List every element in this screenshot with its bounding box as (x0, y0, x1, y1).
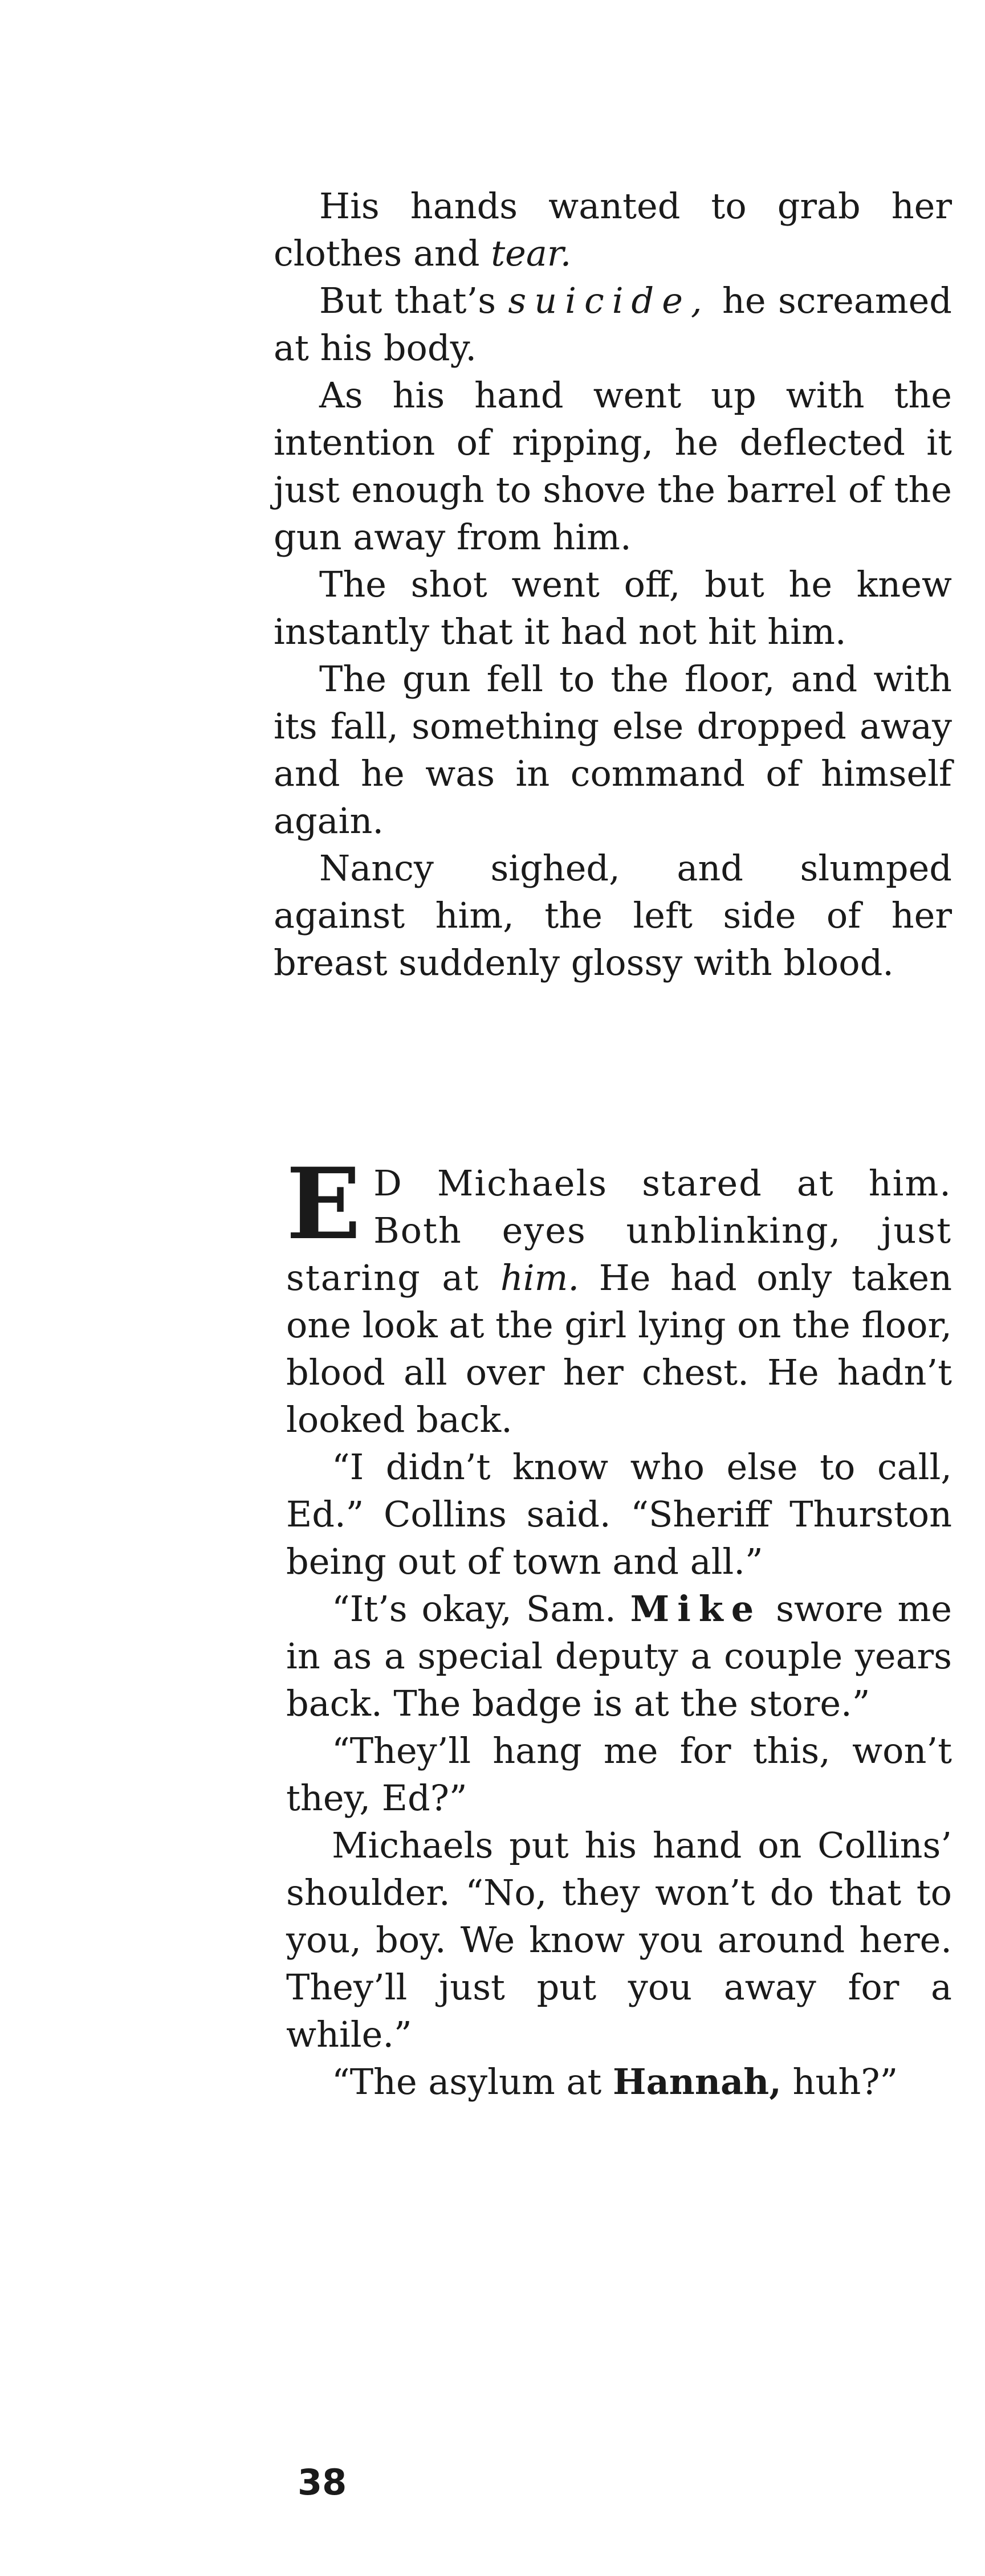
text-column-bottom (286, 1146, 952, 2105)
paragraph: The shot went off, but he knew instantly that it had not hit him. (274, 564, 952, 652)
paragraph: But that’s suicide, he screamed at his body. (274, 280, 952, 369)
drop-cap: E (286, 1146, 361, 1262)
paragraph: “I didn’t know who else to call, Ed.” Collins said. “Sheriff Thurston being out of town and all.” (286, 1446, 952, 1582)
paragraph: The gun fell to the floor, and with its fall, something else dropped away and he was in command of himself again. (274, 658, 952, 842)
text-column-top (274, 182, 952, 986)
paragraph: “It’s okay, Sam. Mike swore me in as a special deputy a couple years back. The badge is at the store.” (286, 1588, 952, 1724)
page-number: 38 (298, 2461, 347, 2503)
paragraph: Michaels put his hand on Collins’ shoulder. “No, they won’t do that to you, boy. We know you around here. They’ll just put you away for a while.” (286, 1824, 952, 2055)
paragraph: “They’ll hang me for this, won’t they, Ed?” (286, 1730, 952, 1819)
paragraph: Nancy sighed, and slumped against him, the left side of her breast suddenly glossy with blood. (274, 847, 952, 983)
paragraph: “The asylum at Hannah, huh?” (332, 2061, 898, 2103)
paragraph: His hands wanted to grab her clothes and tear. (274, 185, 952, 274)
paragraph-dropcap: E D Michaels stared at him. Both eyes unblinking, just staring at him. He had only taken one look at the girl lying on the floor, blood all over her chest. He hadn’t looked back. (286, 1146, 952, 1440)
paragraph: As his hand went up with the intention of ripping, he deflected it just enough to shove the barrel of the gun away from him. (274, 374, 952, 558)
